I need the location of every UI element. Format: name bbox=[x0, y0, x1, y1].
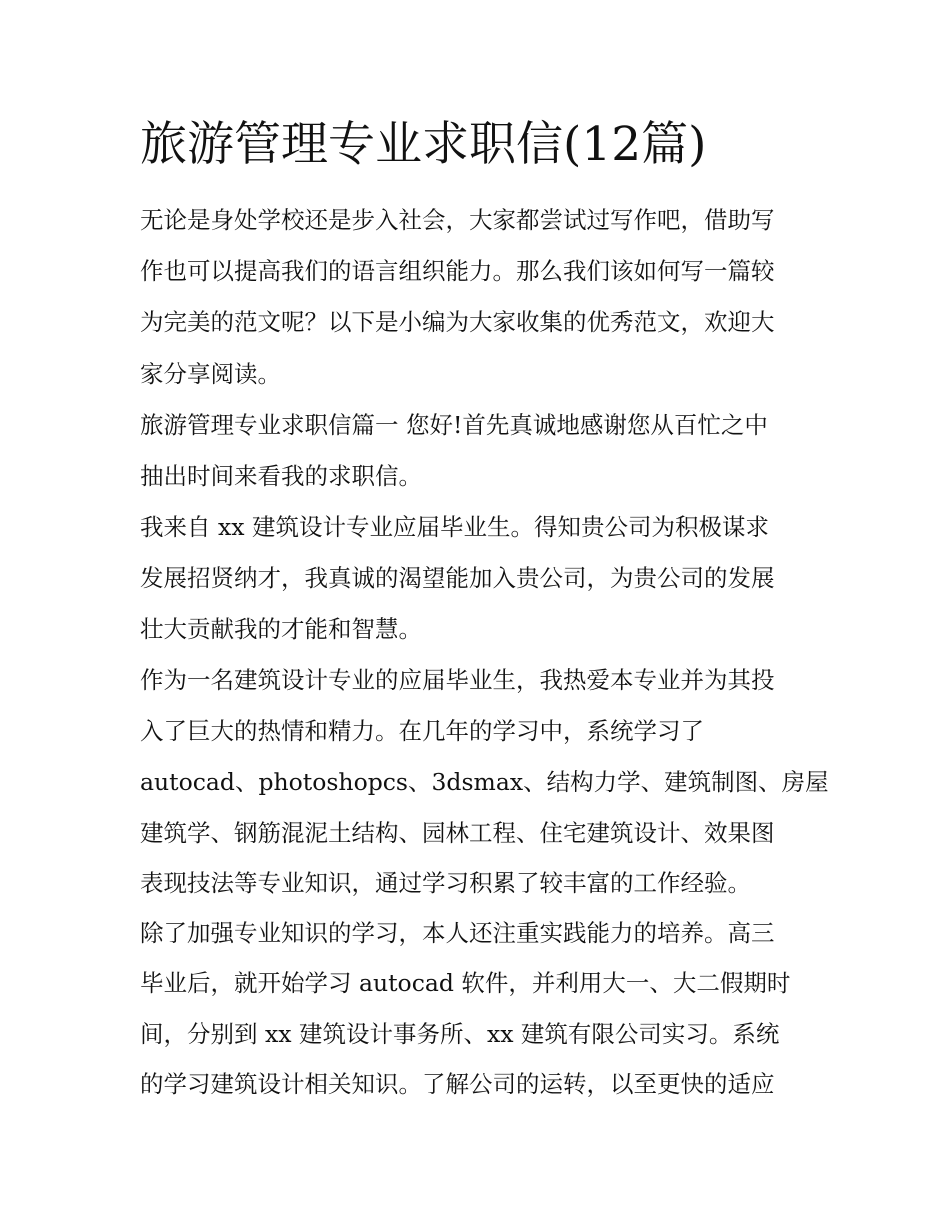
body-line: 作为一名建筑设计专业的应届毕业生，我热爱本专业并为其投 bbox=[140, 666, 775, 694]
body-line: autocad、photoshopcs、3dsmax、结构力学、建筑制图、房屋 bbox=[140, 768, 829, 796]
body-line: 除了加强专业知识的学习，本人还注重实践能力的培养。高三 bbox=[140, 919, 775, 947]
body-line: 家分享阅读。 bbox=[140, 360, 281, 388]
body-line: 为完美的范文呢？以下是小编为大家收集的优秀范文，欢迎大 bbox=[140, 308, 775, 336]
body-line: 我来自 xx 建筑设计专业应届毕业生。得知贵公司为积极谋求 bbox=[140, 513, 769, 541]
body-line: 毕业后，就开始学习 autocad 软件，并利用大一、大二假期时 bbox=[140, 969, 791, 997]
body-line: 壮大贡献我的才能和智慧。 bbox=[140, 615, 422, 643]
body-line: 表现技法等专业知识，通过学习积累了较丰富的工作经验。 bbox=[140, 869, 751, 897]
body-line: 建筑学、钢筋混泥土结构、园林工程、住宅建筑设计、效果图 bbox=[140, 819, 775, 847]
body-line: 抽出时间来看我的求职信。 bbox=[140, 462, 422, 490]
body-line: 的学习建筑设计相关知识。了解公司的运转，以至更快的适应 bbox=[140, 1070, 775, 1098]
body-line: 入了巨大的热情和精力。在几年的学习中，系统学习了 bbox=[140, 717, 704, 745]
body-line: 无论是身处学校还是步入社会，大家都尝试过写作吧，借助写 bbox=[140, 206, 775, 234]
body-line: 作也可以提高我们的语言组织能力。那么我们该如何写一篇较 bbox=[140, 257, 775, 285]
body-line: 发展招贤纳才，我真诚的渴望能加入贵公司，为贵公司的发展 bbox=[140, 564, 775, 592]
document-title: 旅游管理专业求职信(12篇) bbox=[140, 117, 707, 172]
body-line: 间，分别到 xx 建筑设计事务所、xx 建筑有限公司实习。系统 bbox=[140, 1020, 780, 1048]
body-line: 旅游管理专业求职信篇一 您好!首先真诚地感谢您从百忙之中 bbox=[140, 411, 768, 439]
